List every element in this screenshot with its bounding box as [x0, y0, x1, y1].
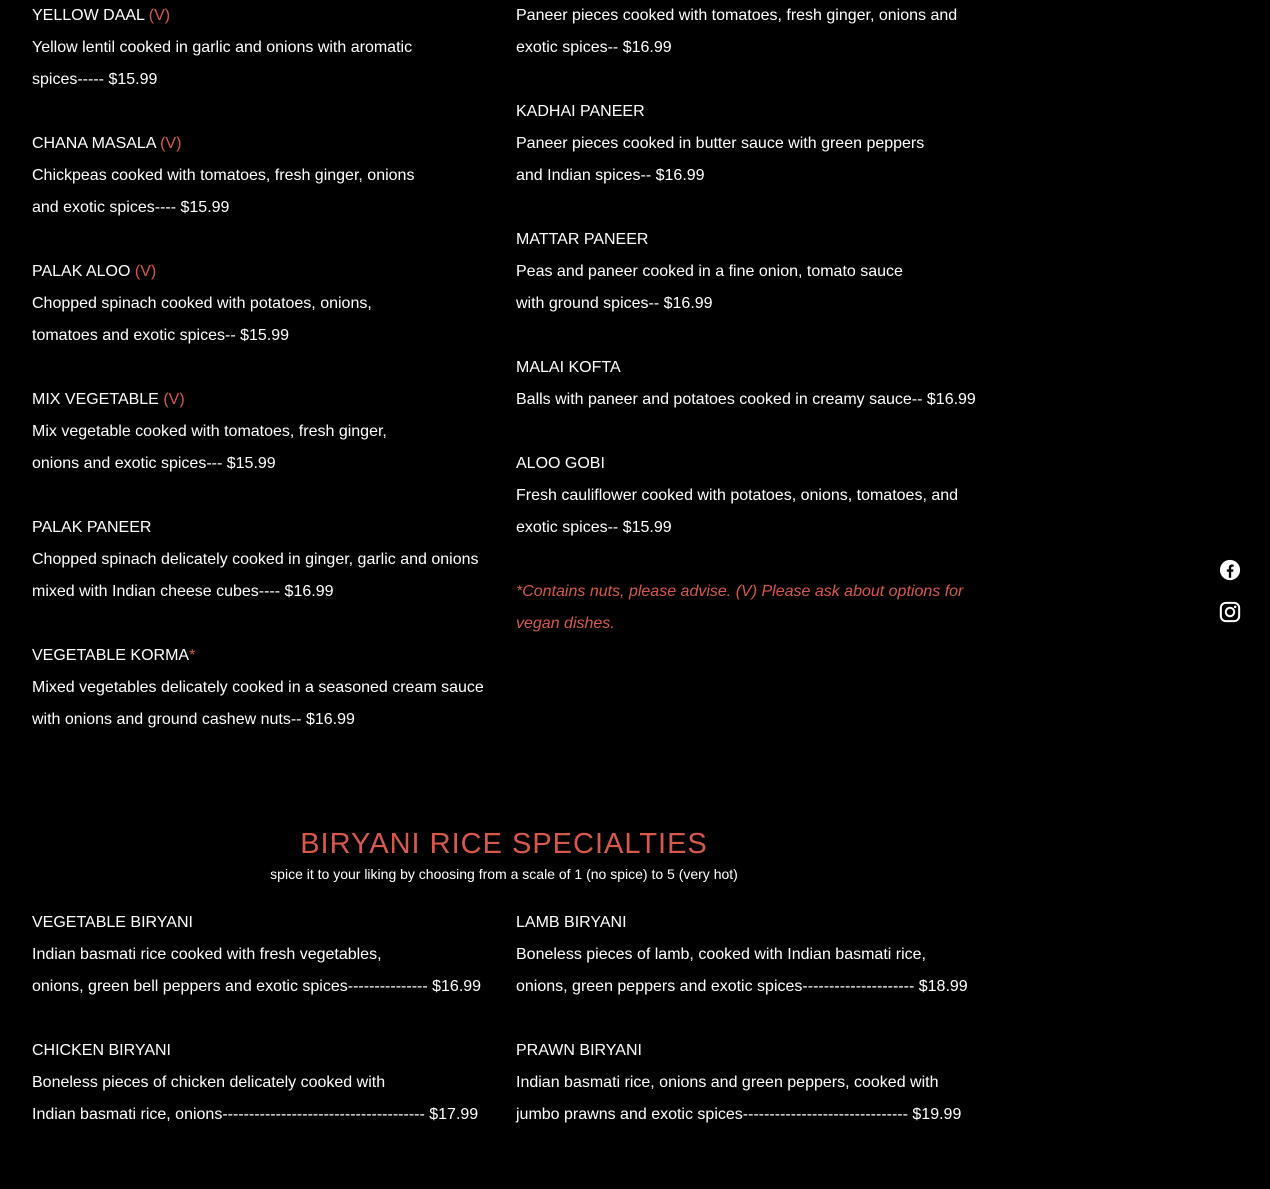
item-description-price: Balls with paneer and potatoes cooked in creamy sauce-- $16.99 — [516, 391, 976, 408]
item-description-price: and Indian spices-- $16.99 — [516, 167, 705, 184]
item-description-price: jumbo prawns and exotic spices------------------------------- $19.99 — [516, 1106, 962, 1123]
item-description: Paneer pieces cooked in butter sauce with green peppers — [516, 135, 925, 152]
menu-item-chicken-biryani — [32, 1035, 481, 1131]
item-description-price: tomatoes and exotic spices-- $15.99 — [32, 327, 290, 344]
menu-column-right — [516, 0, 986, 640]
item-description: Yellow lentil cooked in garlic and onions with aromatic — [32, 39, 413, 56]
biryani-column-left — [32, 907, 481, 1131]
item-description: Chickpeas cooked with tomatoes, fresh ginger, onions — [32, 167, 415, 184]
menu-item-palak-aloo — [32, 256, 502, 352]
item-description: Chopped spinach delicately cooked in ginger, garlic and onions — [32, 551, 479, 568]
item-description-price: onions, green peppers and exotic spices--------------------- $18.99 — [516, 978, 968, 995]
item-name: PALAK ALOO (V) — [32, 263, 157, 280]
item-description: Mix vegetable cooked with tomatoes, fresh ginger, — [32, 423, 387, 440]
item-description-price: onions, green bell peppers and exotic spices--------------- $16.99 — [32, 978, 482, 995]
item-name: MIX VEGETABLE (V) — [32, 391, 185, 408]
item-name: VEGETABLE KORMA* — [32, 647, 196, 664]
item-description: Indian basmati rice cooked with fresh vegetables, — [32, 946, 382, 963]
item-description: Fresh cauliflower cooked with potatoes, onions, tomatoes, and — [516, 487, 959, 504]
menu-item-continued — [516, 0, 986, 64]
item-name: VEGETABLE BIRYANI — [32, 914, 193, 931]
nuts-tag: * — [189, 647, 196, 664]
item-description-price: exotic spices-- $16.99 — [516, 39, 672, 56]
item-name: CHICKEN BIRYANI — [32, 1042, 171, 1059]
menu-item-prawn-biryani — [516, 1035, 968, 1131]
menu-column-left — [32, 0, 502, 736]
item-description: Indian basmati rice, onions and green peppers, cooked with — [516, 1074, 939, 1091]
item-name: MALAI KOFTA — [516, 359, 621, 376]
instagram-icon[interactable] — [1219, 601, 1241, 623]
menu-item-yellow-daal — [32, 0, 502, 96]
item-name: LAMB BIRYANI — [516, 914, 627, 931]
item-description: Peas and paneer cooked in a fine onion, tomato sauce — [516, 263, 903, 280]
menu-item-mattar-paneer — [516, 224, 986, 320]
item-description: Chopped spinach cooked with potatoes, onions, — [32, 295, 372, 312]
facebook-icon[interactable] — [1219, 559, 1241, 581]
item-description: Mixed vegetables delicately cooked in a seasoned cream sauce — [32, 679, 484, 696]
section-subtitle: spice it to your liking by choosing from a scale of 1 (no spice) to 5 (very hot) — [270, 866, 738, 882]
item-name: PRAWN BIRYANI — [516, 1042, 642, 1059]
allergen-note: *Contains nuts, please advise. (V) Please ask about options for vegan dishes. — [516, 583, 964, 632]
biryani-column-right — [516, 907, 968, 1131]
item-name: MATTAR PANEER — [516, 231, 649, 248]
vegan-tag: (V) — [134, 263, 157, 280]
menu-item-chana-masala — [32, 128, 502, 224]
vegan-tag: (V) — [148, 7, 171, 24]
item-description-price: Indian basmati rice, onions-------------------------------------- $17.99 — [32, 1106, 479, 1123]
item-description-price: spices----- $15.99 — [32, 71, 158, 88]
item-description-price: with onions and ground cashew nuts-- $16.99 — [32, 711, 355, 728]
item-name: KADHAI PANEER — [516, 103, 645, 120]
item-name: PALAK PANEER — [32, 519, 152, 536]
item-description-price: onions and exotic spices--- $15.99 — [32, 455, 276, 472]
item-name: ALOO GOBI — [516, 455, 605, 472]
item-description-price: exotic spices-- $15.99 — [516, 519, 672, 536]
section-title-biryani: BIRYANI RICE SPECIALTIES — [300, 828, 708, 860]
item-description-price: with ground spices-- $16.99 — [516, 295, 713, 312]
menu-item-mix-vegetable — [32, 384, 502, 480]
item-description-price: mixed with Indian cheese cubes---- $16.99 — [32, 583, 334, 600]
vegan-tag: (V) — [163, 391, 185, 408]
item-description: Boneless pieces of lamb, cooked with Indian basmati rice, — [516, 946, 926, 963]
menu-item-kadhai-paneer — [516, 96, 986, 192]
menu-item-palak-paneer — [32, 512, 502, 608]
item-name: CHANA MASALA (V) — [32, 135, 182, 152]
menu-item-malai-kofta — [516, 352, 986, 416]
vegan-tag: (V) — [160, 135, 182, 152]
item-description: Boneless pieces of chicken delicately cooked with — [32, 1074, 386, 1091]
menu-item-vegetable-korma — [32, 640, 502, 736]
menu-item-vegetable-biryani — [32, 907, 481, 1003]
menu-item-aloo-gobi — [516, 448, 986, 544]
item-description-price: and exotic spices---- $15.99 — [32, 199, 230, 216]
menu-item-lamb-biryani — [516, 907, 968, 1003]
item-description: Paneer pieces cooked with tomatoes, fresh ginger, onions and — [516, 7, 958, 24]
item-name: YELLOW DAAL (V) — [32, 7, 171, 24]
